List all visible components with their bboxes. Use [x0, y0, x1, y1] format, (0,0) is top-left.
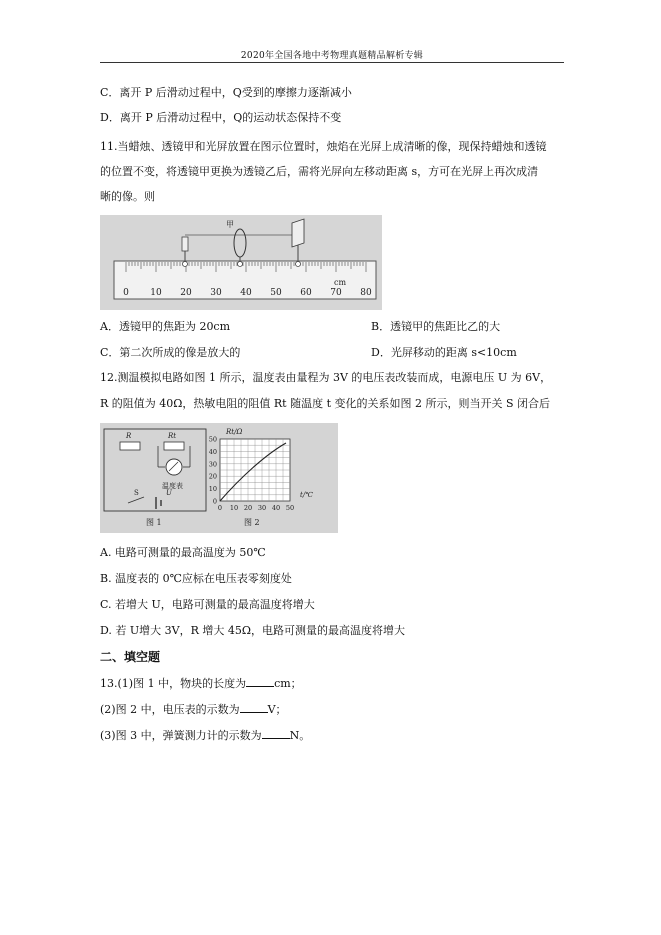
lens-label: 甲 — [226, 220, 234, 229]
ruler-labels — [123, 288, 372, 298]
q12-option-a: A. 电路可测量的最高温度为 50℃ — [100, 546, 266, 559]
q12-option-b: B. 温度表的 0℃应标在电压表零刻度处 — [100, 572, 292, 585]
graph-xtick-label: 50 — [285, 504, 295, 512]
candle — [182, 237, 188, 251]
q12-stem-line1: 12.测温模拟电路如图 1 所示，温度表由量程为 3V 的电压表改装而成，电源电压 U 为 6V， — [100, 371, 552, 384]
q12-option-d: D. 若 U增大 3V，R 增大 45Ω，电路可测量的最高温度将增大 — [100, 624, 406, 637]
q11-option-b: B．透镜甲的焦距比乙的大 — [371, 320, 501, 333]
graph-ytick-label: 0 — [212, 497, 217, 506]
ruler-tick-label: 10 — [150, 288, 162, 298]
q11-stem-line3: 晰的像。则 — [100, 190, 155, 203]
label-r: R — [126, 432, 132, 440]
q13-part2-text: (2)图 2 中，电压表的示数为 — [100, 703, 240, 716]
ruler-tick-label: 40 — [240, 288, 252, 298]
q13-blank-1[interactable] — [246, 676, 274, 687]
q12-option-c: C. 若增大 U，电路可测量的最高温度将增大 — [100, 598, 315, 611]
screen — [292, 219, 304, 247]
label-s: S — [134, 489, 139, 497]
ruler-tick-label: 50 — [270, 288, 282, 298]
graph-xlabel: t/℃ — [300, 491, 314, 499]
q13-part1-unit: cm； — [274, 677, 302, 690]
holder-base — [296, 262, 301, 267]
graph-xticks — [218, 504, 294, 512]
q11-option-c: C．第二次所成的像是放大的 — [100, 346, 241, 359]
graph-ytick-label: 20 — [208, 472, 217, 481]
q10-option-c: C．离开 P 后滑动过程中，Q受到的摩擦力逐渐减小 — [100, 86, 352, 99]
ruler-tick-label: 20 — [180, 288, 192, 298]
holder-base — [238, 262, 243, 267]
meter-label: 温度表 — [162, 482, 183, 490]
resistor-rt — [164, 442, 184, 450]
q13-part3-unit: N。 — [289, 729, 311, 742]
q12-figure — [100, 423, 338, 533]
ruler-tick-label: 60 — [300, 288, 312, 298]
fig2-caption: 图 2 — [244, 518, 260, 527]
q10-option-d: D．离开 P 后滑动过程中，Q的运动状态保持不变 — [100, 111, 342, 124]
graph-ytick-label: 30 — [208, 460, 217, 469]
optical-bench-svg — [100, 215, 382, 310]
label-u: U — [166, 489, 172, 497]
ruler-tick-label: 0 — [123, 288, 129, 298]
circuit-outline — [104, 429, 206, 511]
q13-part3-text: (3)图 3 中，弹簧测力计的示数为 — [100, 729, 262, 742]
q13-part1-text: 13.(1)图 1 中，物块的长度为 — [100, 677, 247, 690]
lens-jia — [234, 229, 246, 257]
q12-figure-svg — [100, 423, 338, 533]
graph-xtick-label: 20 — [243, 504, 253, 512]
q13-part2 — [100, 702, 287, 717]
graph-yticks — [209, 436, 217, 506]
q12-stem-line2: R 的阻值为 40Ω，热敏电阻的阻值 Rt 随温度 t 变化的关系如图 2 所示，则当开关 S 闭合后 — [100, 397, 551, 410]
header-title: 2020年全国各地中考物理真题精品解析专辑 — [240, 51, 424, 61]
q11-optical-bench-figure — [100, 215, 382, 310]
graph-ytick-label: 40 — [208, 447, 217, 456]
q13-blank-2[interactable] — [240, 702, 268, 713]
ruler-tick-label: 80 — [360, 288, 372, 298]
holder-base — [183, 262, 188, 267]
fig1-caption: 图 1 — [146, 518, 162, 527]
graph-ylabel: Rt/Ω — [226, 428, 243, 436]
q11-option-d: D．光屏移动的距离 s<10cm — [371, 346, 517, 359]
q11-option-a: A．透镜甲的焦距为 20cm — [100, 320, 231, 333]
q11-stem-line1: 11.当蜡烛、透镜甲和光屏放置在图示位置时，烛焰在光屏上成清晰的像，现保持蜡烛和透镜 — [100, 140, 547, 153]
graph-xtick-label: 10 — [229, 504, 239, 512]
graph-xtick-label: 30 — [257, 504, 267, 512]
header-rule — [100, 62, 564, 63]
graph-ytick-label: 10 — [208, 485, 217, 494]
q13-blank-3[interactable] — [262, 728, 290, 739]
q13-part2-unit: V； — [267, 703, 287, 716]
graph-grid — [220, 439, 290, 501]
ruler-tick-label: 70 — [330, 288, 342, 298]
graph-ytick-label: 50 — [208, 435, 217, 444]
q11-stem-line2: 的位置不变，将透镜甲更换为透镜乙后，需将光屏向左移动距离 s，方可在光屏上再次成清 — [100, 165, 539, 178]
graph-xtick-label: 40 — [271, 504, 281, 512]
ruler-unit: cm — [334, 278, 347, 287]
resistor-r — [120, 442, 140, 450]
q13-part3 — [100, 728, 310, 743]
thermometer-meter — [166, 459, 182, 475]
ruler-tick-label: 30 — [210, 288, 222, 298]
switch-s — [128, 497, 144, 503]
section-title: 二、填空题 — [100, 650, 161, 664]
graph-xtick-label: 0 — [217, 504, 223, 512]
label-rt: Rt — [168, 432, 177, 440]
q13-part1 — [100, 676, 302, 691]
